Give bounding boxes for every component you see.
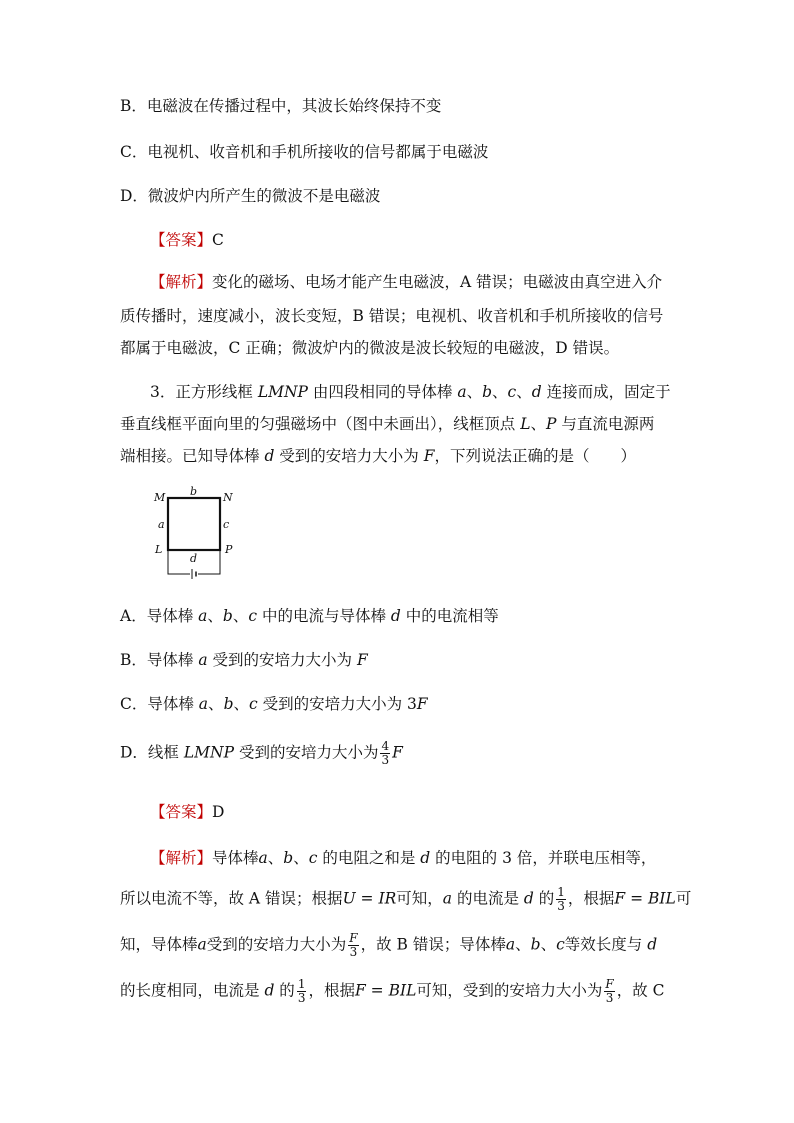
fraction-1-3: $\frac{1}{3}$ xyxy=(297,977,306,1005)
label-b: b xyxy=(190,486,198,498)
analysis-1-line-2: 质传播时，速度减小，波长变短，B 错误；电视机、收音机和手机所接收的信号 xyxy=(120,307,664,325)
answer-label: 【答案】 xyxy=(150,231,213,249)
option-c-prev: C．电视机、收音机和手机所接收的信号都属于电磁波 xyxy=(120,143,489,161)
wire xyxy=(168,550,190,574)
fraction-4-3: $\frac{4}{3}$ xyxy=(381,739,390,767)
fraction-F-3: $\frac{F}{3}$ xyxy=(349,931,358,959)
option-c: C．导体棒 a、b、c 受到的安培力大小为 3F xyxy=(120,695,428,713)
label-a: a xyxy=(158,518,165,531)
label-L: L xyxy=(155,543,163,556)
option-b-prev: B．电磁波在传播过程中，其波长始终保持不变 xyxy=(120,97,442,115)
analysis-2-line-4: 的长度相同，电流是 d 的 $\frac{1}{3}$ ，根据F = BIL可知，受到的安培力大小为 $\frac{F}{3}$ ，故 C xyxy=(120,977,665,1005)
fraction-F-3: $\frac{F}{3}$ xyxy=(605,977,614,1005)
square-frame xyxy=(168,498,220,550)
analysis-1-line-3: 都属于电磁波，C 正确；微波炉内的微波是波长较短的电磁波，D 错误。 xyxy=(120,339,620,357)
label-P: P xyxy=(225,543,233,556)
fraction-1-3: $\frac{1}{3}$ xyxy=(557,885,565,913)
circuit-diagram xyxy=(150,486,250,582)
label-M: M xyxy=(154,491,166,504)
answer-value: D xyxy=(212,803,225,821)
analysis-label: 【解析】 xyxy=(150,849,213,867)
analysis-label: 【解析】 xyxy=(150,273,213,291)
question-3-line-3: 端相接。已知导体棒 d 受到的安培力大小为 F，下列说法正确的是（ ） xyxy=(120,447,637,465)
analysis-2-line-1: 【解析】导体棒a、b、c 的电阻之和是 d 的电阻的 3 倍，并联电压相等， xyxy=(150,849,657,867)
analysis-2-line-3: 知，导体棒a受到的安培力大小为 $\frac{F}{3}$ ，故 B 错误；导体棒a、b、c等效长度与 d xyxy=(120,931,658,959)
label-d: d xyxy=(190,552,198,565)
label-N: N xyxy=(223,491,233,504)
analysis-1-line-1: 【解析】变化的磁场、电场才能产生电磁波，A 错误；电磁波由真空进入介 xyxy=(150,273,663,291)
option-a: A．导体棒 a、b、c 中的电流与导体棒 d 中的电流相等 xyxy=(120,607,499,625)
answer-label: 【答案】 xyxy=(150,803,213,821)
label-c: c xyxy=(223,518,230,531)
answer-2 xyxy=(150,802,224,822)
analysis-2-line-2: 所以电流不等，故 A 错误；根据U = IR可知，a 的电流是 d 的 $\frac{1}{3}$ ，根据F = BIL可 xyxy=(120,885,692,913)
question-3-line-2: 垂直线框平面向里的匀强磁场中（图中未画出），线框顶点 L、P 与直流电源两 xyxy=(120,415,655,433)
option-d: D．线框 LMNP 受到的安培力大小为 $\frac{4}{3}$ F xyxy=(120,739,403,767)
answer-1 xyxy=(150,230,224,250)
question-3-line-1: 3．正方形线框 LMNP 由四段相同的导体棒 a、b、c、d 连接而成，固定于 xyxy=(150,383,671,401)
answer-value: C xyxy=(212,231,224,249)
wire xyxy=(198,550,220,574)
option-d-prev: D．微波炉内所产生的微波不是电磁波 xyxy=(120,187,381,205)
option-b: B．导体棒 a 受到的安培力大小为 F xyxy=(120,651,368,669)
